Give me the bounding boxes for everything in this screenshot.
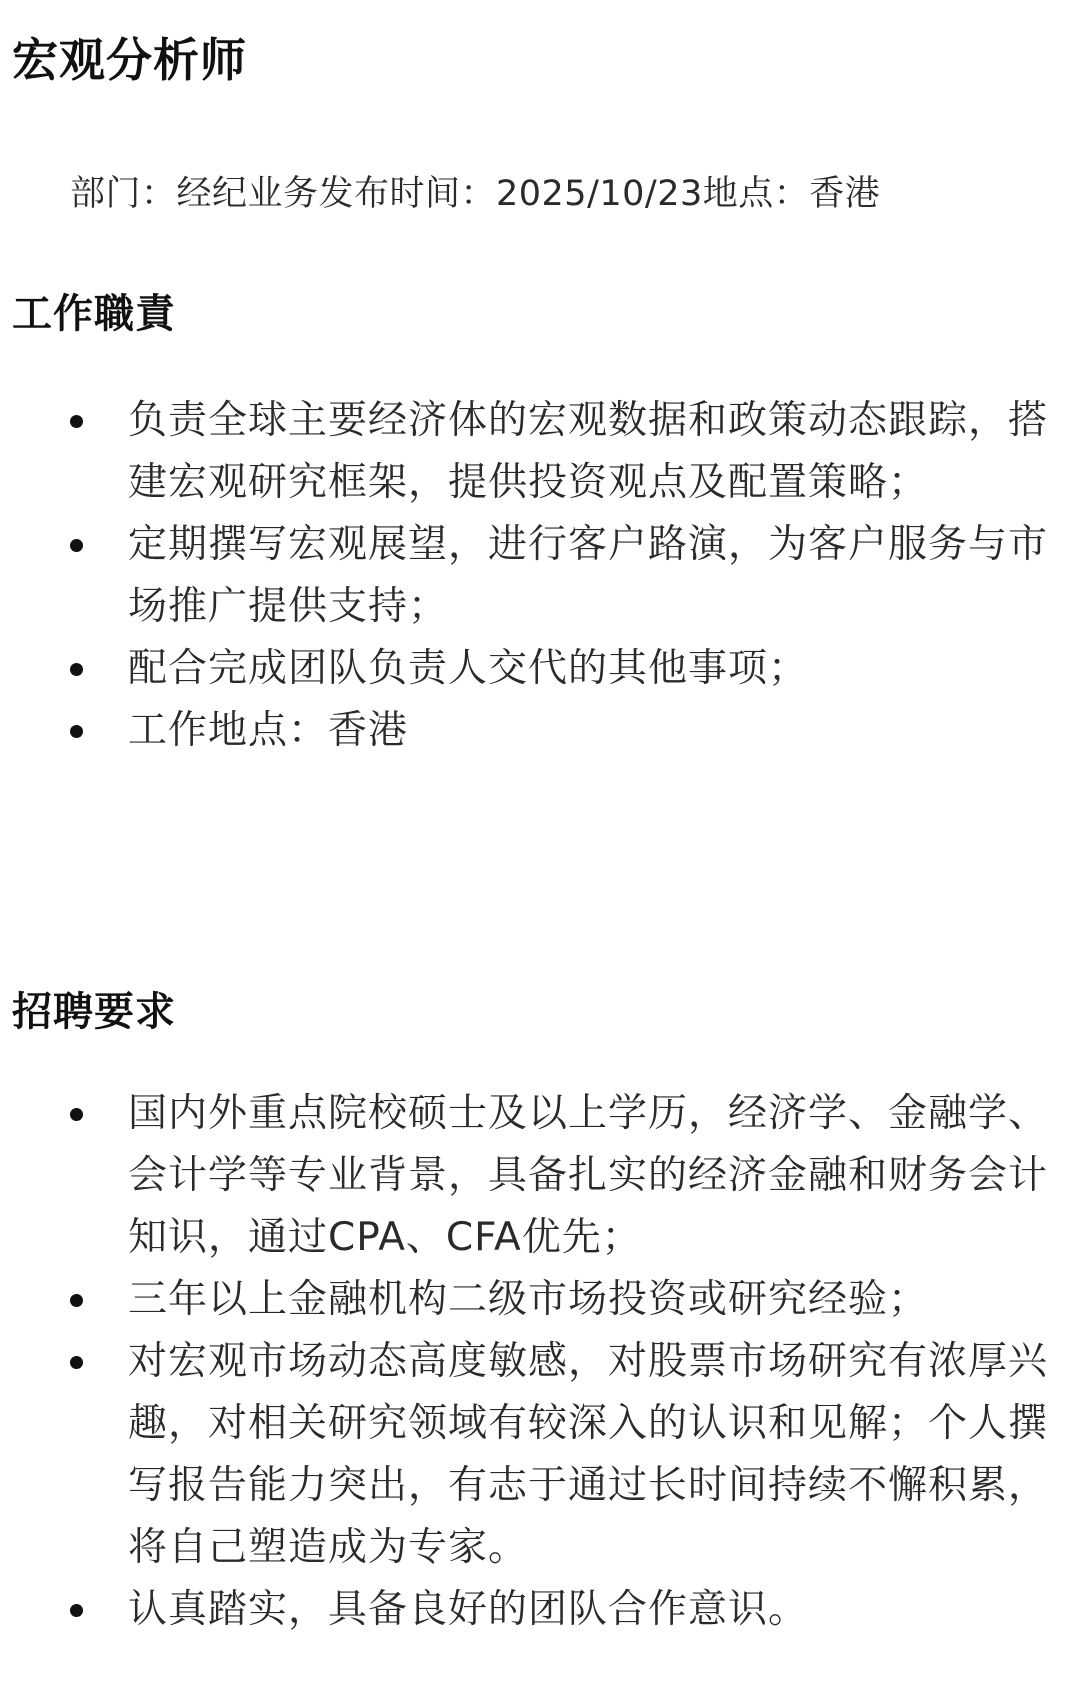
duty-text: 工作地点：香港 [128,708,409,753]
duty-text: 负责全球主要经济体的宏观数据和政策动态跟踪，搭建宏观研究框架，提供投资观点及配置策略； [128,398,1049,505]
bullet-icon [70,1108,83,1121]
requirement-text: 认真踏实，具备良好的团队合作意识。 [128,1587,809,1632]
requirement-text: 三年以上金融机构二级市场投资或研究经验； [128,1277,929,1322]
requirement-text: 对宏观市场动态高度敏感，对股票市场研究有浓厚兴趣，对相关研究领域有较深入的认识和见解；个人撰写报告能力突出，有志于通过长时间持续不懈积累，将自己塑造成为专家。 [128,1339,1049,1570]
duty-text: 配合完成团队负责人交代的其他事项； [128,646,809,691]
bullet-icon [70,415,83,428]
requirement-item [70,1579,1048,1641]
bullet-icon [70,1604,83,1617]
requirements-list [70,1083,1050,1641]
job-title: 宏观分析师 [12,33,247,87]
bullet-icon [70,1294,83,1307]
job-meta: 部门：经纪业务发布时间：2025/10/23地点：香港 [70,174,881,214]
requirement-item [70,1269,1048,1331]
duties-heading: 工作職責 [12,291,176,337]
bullet-icon [70,1356,83,1369]
duty-item [70,700,1048,762]
requirement-text: 国内外重点院校硕士及以上学历，经济学、金融学、会计学等专业背景，具备扎实的经济金融和财务会计知识，通过CPA、CFA优先； [128,1091,1049,1260]
duty-item [70,638,1048,700]
requirement-item [70,1331,1048,1579]
duty-item [70,514,1048,638]
duties-list [70,390,1050,762]
requirement-item [70,1083,1048,1269]
bullet-icon [70,539,83,552]
duty-text: 定期撰写宏观展望，进行客户路演，为客户服务与市场推广提供支持； [128,522,1049,629]
requirements-heading: 招聘要求 [12,989,176,1035]
bullet-icon [70,663,83,676]
bullet-icon [70,725,83,738]
duty-item [70,390,1048,514]
